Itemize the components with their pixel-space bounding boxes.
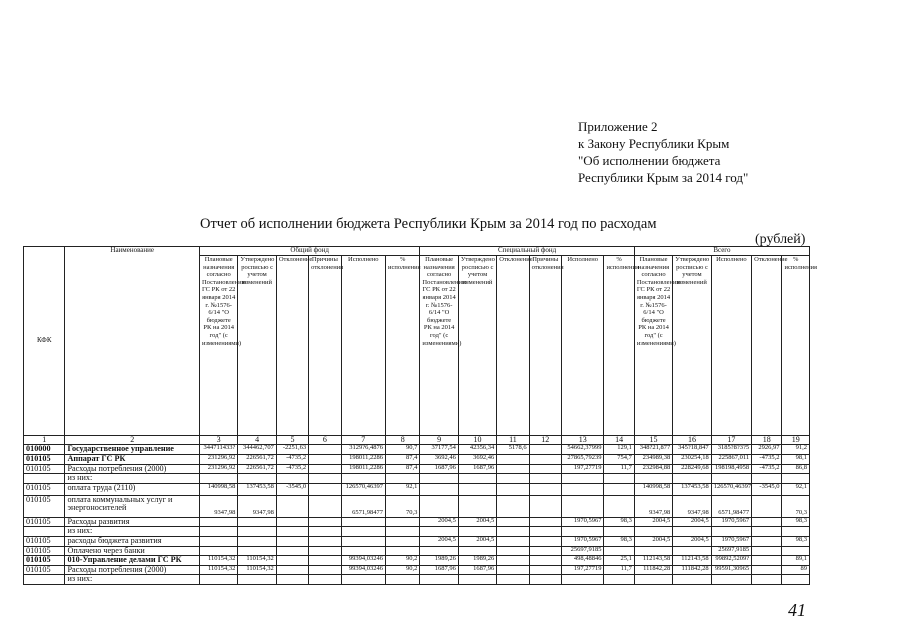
value-cell xyxy=(276,517,308,527)
appendix-line: к Закону Республики Крым xyxy=(578,136,730,151)
value-cell: 126570,46397 xyxy=(711,483,751,495)
value-cell: 140998,58 xyxy=(634,483,672,495)
value-cell xyxy=(529,455,561,465)
column-number: 8 xyxy=(386,436,420,445)
value-cell: 3129?6,4876 xyxy=(341,445,386,455)
value-cell xyxy=(529,474,561,484)
value-cell xyxy=(752,537,782,547)
appendix-line: "Об исполнении бюджета xyxy=(578,153,721,168)
value-cell: 2004,5 xyxy=(420,537,458,547)
value-cell xyxy=(309,556,341,566)
value-cell: 137453,58 xyxy=(673,483,711,495)
name-cell: из них: xyxy=(65,474,200,484)
value-cell xyxy=(752,474,782,484)
column-number: 12 xyxy=(529,436,561,445)
value-cell: 112143,58 xyxy=(634,556,672,566)
value-cell: 348?21,877 xyxy=(634,445,672,455)
value-cell xyxy=(309,537,341,547)
value-cell xyxy=(276,556,308,566)
name-cell: 010-Управление делами ГС РК xyxy=(65,556,200,566)
value-cell xyxy=(309,517,341,527)
value-cell: 2926,97 xyxy=(752,445,782,455)
header-gf-pct: % исполнения xyxy=(386,256,420,436)
value-cell xyxy=(386,527,420,537)
value-cell: 1970,5967 xyxy=(711,517,751,527)
table-row xyxy=(24,517,810,527)
value-cell: 5178,6 xyxy=(497,445,529,455)
value-cell: 70,3 xyxy=(782,495,810,517)
value-cell xyxy=(420,483,458,495)
value-cell: 25697,9185 xyxy=(711,546,751,556)
value-cell: 230254,18 xyxy=(673,455,711,465)
value-cell: -3545,0 xyxy=(276,483,308,495)
kfk-cell: 010105 xyxy=(24,556,65,566)
value-cell: 234989,38 xyxy=(634,455,672,465)
value-cell: 89,1 xyxy=(782,556,810,566)
value-cell xyxy=(420,575,458,585)
value-cell: 2004,5 xyxy=(673,517,711,527)
value-cell xyxy=(561,483,603,495)
value-cell: 225867,011 xyxy=(711,455,751,465)
column-number: 14 xyxy=(604,436,634,445)
column-number: 4 xyxy=(238,436,276,445)
value-cell xyxy=(529,556,561,566)
value-cell xyxy=(309,445,341,455)
value-cell xyxy=(341,517,386,527)
value-cell xyxy=(309,546,341,556)
value-cell xyxy=(497,464,529,474)
table-row xyxy=(24,483,810,495)
value-cell xyxy=(634,575,672,585)
table-row xyxy=(24,495,810,517)
value-cell: -4735,2 xyxy=(752,455,782,465)
value-cell: 344462,707 xyxy=(238,445,276,455)
kfk-cell xyxy=(24,474,65,484)
header-sf-approved: Утвержденo росписью с учетом изменений xyxy=(458,256,496,436)
value-cell xyxy=(458,575,496,585)
header-gf-approved: Утвержденo росписью с учетом изменений xyxy=(238,256,276,436)
header-tot-deviation: Отклонение xyxy=(752,256,782,436)
value-cell: 137453,58 xyxy=(238,483,276,495)
header-name: Наименование xyxy=(65,247,200,436)
value-cell xyxy=(309,527,341,537)
value-cell xyxy=(529,546,561,556)
value-cell xyxy=(561,474,603,484)
value-cell xyxy=(497,483,529,495)
name-cell: оплата коммунальных услуг и энергоносителей xyxy=(65,495,200,517)
value-cell xyxy=(604,495,634,517)
value-cell xyxy=(199,517,237,527)
kfk-cell xyxy=(24,575,65,585)
table-row xyxy=(24,575,810,585)
value-cell xyxy=(529,464,561,474)
value-cell: 90,2 xyxy=(386,556,420,566)
value-cell: 197,27719 xyxy=(561,464,603,474)
value-cell xyxy=(752,495,782,517)
table-row xyxy=(24,556,810,566)
value-cell: 2004,5 xyxy=(458,517,496,527)
kfk-cell: 010105 xyxy=(24,464,65,474)
column-number: 5 xyxy=(276,436,308,445)
value-cell xyxy=(386,575,420,585)
value-cell: 2004,5 xyxy=(634,537,672,547)
value-cell xyxy=(341,537,386,547)
value-cell: 90,2 xyxy=(386,565,420,575)
column-number: 9 xyxy=(420,436,458,445)
value-cell: 198011,2286 xyxy=(341,455,386,465)
column-number: 13 xyxy=(561,436,603,445)
column-number: 2 xyxy=(65,436,200,445)
name-cell: Аппарат ГС РК xyxy=(65,455,200,465)
value-cell: 1970,5967 xyxy=(561,517,603,527)
value-cell: 9347,98 xyxy=(199,495,237,517)
value-cell xyxy=(458,474,496,484)
value-cell: 231296,92 xyxy=(199,455,237,465)
header-gf-executed: Исполнено xyxy=(341,256,386,436)
value-cell: 754,7 xyxy=(604,455,634,465)
value-cell: 86,8 xyxy=(782,464,810,474)
value-cell: 231296,92 xyxy=(199,464,237,474)
value-cell: 99394,03246 xyxy=(341,556,386,566)
value-cell xyxy=(752,517,782,527)
value-cell: 2004,5 xyxy=(673,537,711,547)
value-cell xyxy=(497,517,529,527)
value-cell: 9347,98 xyxy=(238,495,276,517)
value-cell xyxy=(529,527,561,537)
name-cell: Расходы потребления (2000) xyxy=(65,464,200,474)
table-row xyxy=(24,474,810,484)
value-cell xyxy=(561,495,603,517)
value-cell: 126570,46397 xyxy=(341,483,386,495)
value-cell xyxy=(386,517,420,527)
value-cell: 226561,72 xyxy=(238,464,276,474)
value-cell: 99892,5209? xyxy=(711,556,751,566)
value-cell xyxy=(752,546,782,556)
value-cell: 1989,26 xyxy=(458,556,496,566)
column-number: 16 xyxy=(673,436,711,445)
value-cell xyxy=(752,575,782,585)
value-cell xyxy=(561,575,603,585)
header-kfk: КФК xyxy=(24,247,65,436)
value-cell xyxy=(309,565,341,575)
value-cell: 42356,34 xyxy=(458,445,496,455)
value-cell: 99394,03246 xyxy=(341,565,386,575)
column-number: 17 xyxy=(711,436,751,445)
value-cell: 92,1 xyxy=(782,483,810,495)
value-cell: -2251,63 xyxy=(276,445,308,455)
column-number: 3 xyxy=(199,436,237,445)
value-cell xyxy=(276,495,308,517)
header-sf-reasons: Причины отклонения xyxy=(529,256,561,436)
value-cell: 3692,46 xyxy=(458,455,496,465)
value-cell xyxy=(497,455,529,465)
appendix-line: Приложение 2 xyxy=(578,119,658,134)
value-cell: 87,4 xyxy=(386,455,420,465)
value-cell xyxy=(497,546,529,556)
header-total: Всего xyxy=(634,247,809,256)
page-number: 41 xyxy=(788,600,806,620)
column-number: 10 xyxy=(458,436,496,445)
name-cell: из них: xyxy=(65,527,200,537)
value-cell: 92,1 xyxy=(386,483,420,495)
value-cell: 228249,68 xyxy=(673,464,711,474)
name-cell: Государственное управление xyxy=(65,445,200,455)
table-row xyxy=(24,537,810,547)
value-cell xyxy=(604,575,634,585)
value-cell: 198198,4958 xyxy=(711,464,751,474)
value-cell: 87,4 xyxy=(386,464,420,474)
value-cell xyxy=(309,483,341,495)
value-cell xyxy=(497,495,529,517)
value-cell xyxy=(711,474,751,484)
value-cell: 54662,37999 xyxy=(561,445,603,455)
value-cell xyxy=(711,575,751,585)
value-cell xyxy=(604,474,634,484)
value-cell xyxy=(309,464,341,474)
value-cell: 110154,32 xyxy=(199,556,237,566)
kfk-cell: 010105 xyxy=(24,565,65,575)
value-cell: 6571,98477 xyxy=(711,495,751,517)
value-cell xyxy=(529,517,561,527)
kfk-cell: 010000 xyxy=(24,445,65,455)
value-cell xyxy=(276,565,308,575)
value-cell xyxy=(276,575,308,585)
value-cell: 91,2 xyxy=(782,445,810,455)
value-cell: 498,48846 xyxy=(561,556,603,566)
value-cell: 1687,96 xyxy=(458,464,496,474)
value-cell xyxy=(529,537,561,547)
value-cell xyxy=(309,575,341,585)
value-cell xyxy=(752,556,782,566)
value-cell xyxy=(458,483,496,495)
name-cell: Оплачено через банки xyxy=(65,546,200,556)
value-cell: 111842,28 xyxy=(634,565,672,575)
value-cell xyxy=(309,474,341,484)
value-cell: 110154,32 xyxy=(199,565,237,575)
value-cell: 70,3 xyxy=(386,495,420,517)
value-cell xyxy=(634,474,672,484)
value-cell xyxy=(497,537,529,547)
table-row xyxy=(24,455,810,465)
value-cell xyxy=(309,455,341,465)
value-cell xyxy=(238,474,276,484)
value-cell xyxy=(529,575,561,585)
column-number: 15 xyxy=(634,436,672,445)
value-cell xyxy=(341,474,386,484)
table-row xyxy=(24,464,810,474)
value-cell xyxy=(238,575,276,585)
value-cell xyxy=(782,474,810,484)
column-number: 11 xyxy=(497,436,529,445)
value-cell: 11,7 xyxy=(604,464,634,474)
value-cell xyxy=(497,527,529,537)
value-cell: 9347,98 xyxy=(634,495,672,517)
value-cell: 99591,30965 xyxy=(711,565,751,575)
value-cell: 89 xyxy=(782,565,810,575)
value-cell xyxy=(309,495,341,517)
value-cell xyxy=(276,537,308,547)
value-cell xyxy=(386,474,420,484)
header-sf-planned: Плановые назначения согласно Постановлению ГС РК от 22 января 2014 г. №1576-6/14 "О бюджете РК на 2014 год" (с изменениями) xyxy=(420,256,458,436)
header-sf-executed: Исполнено xyxy=(561,256,603,436)
value-cell xyxy=(341,527,386,537)
value-cell: 197,27719 xyxy=(561,565,603,575)
value-cell: 345?18,847 xyxy=(673,445,711,455)
value-cell: 98,3 xyxy=(782,517,810,527)
value-cell: 98,1 xyxy=(782,455,810,465)
kfk-cell: 010105 xyxy=(24,495,65,517)
value-cell: 1687,96 xyxy=(458,565,496,575)
value-cell: 90,7 xyxy=(386,445,420,455)
value-cell xyxy=(529,565,561,575)
column-number: 7 xyxy=(341,436,386,445)
value-cell: 1989,26 xyxy=(420,556,458,566)
value-cell xyxy=(497,556,529,566)
value-cell xyxy=(199,537,237,547)
value-cell: 25,1 xyxy=(604,556,634,566)
value-cell xyxy=(458,495,496,517)
value-cell xyxy=(238,527,276,537)
value-cell: 3692,46 xyxy=(420,455,458,465)
value-cell: 198011,2286 xyxy=(341,464,386,474)
value-cell xyxy=(529,483,561,495)
header-tot-executed: Исполнено xyxy=(711,256,751,436)
kfk-cell: 010105 xyxy=(24,483,65,495)
value-cell: 1687,96 xyxy=(420,565,458,575)
appendix-line: Республики Крым за 2014 год" xyxy=(578,170,749,185)
value-cell xyxy=(497,565,529,575)
value-cell: 2004,5 xyxy=(420,517,458,527)
column-number: 19 xyxy=(782,436,810,445)
table-row xyxy=(24,565,810,575)
value-cell: 1970,5967 xyxy=(561,537,603,547)
value-cell xyxy=(276,546,308,556)
value-cell xyxy=(673,575,711,585)
header-tot-pct: % исполнения xyxy=(782,256,810,436)
value-cell xyxy=(276,527,308,537)
value-cell: -3545,0 xyxy=(752,483,782,495)
header-tot-approved: Утвержденo росписью с учетом изменений xyxy=(673,256,711,436)
value-cell xyxy=(529,445,561,455)
value-cell xyxy=(529,495,561,517)
name-cell: Расходы развития xyxy=(65,517,200,527)
value-cell xyxy=(199,474,237,484)
header-sf-deviation: Отклонение xyxy=(497,256,529,436)
value-cell xyxy=(673,474,711,484)
value-cell: 37177,54 xyxy=(420,445,458,455)
value-cell: -4735,2 xyxy=(276,464,308,474)
value-cell: 1970,5967 xyxy=(711,537,751,547)
value-cell: 232984,88 xyxy=(634,464,672,474)
kfk-cell: 010105 xyxy=(24,537,65,547)
value-cell: 27865,79239 xyxy=(561,455,603,465)
value-cell xyxy=(238,517,276,527)
name-cell: оплата труда (2110) xyxy=(65,483,200,495)
value-cell xyxy=(420,495,458,517)
kfk-cell: 010105 xyxy=(24,546,65,556)
value-cell: 344711433? xyxy=(199,445,237,455)
report-table xyxy=(23,246,818,585)
name-cell: из них: xyxy=(65,575,200,585)
value-cell: 110154,32 xyxy=(238,556,276,566)
value-cell xyxy=(497,575,529,585)
value-cell: 110154,32 xyxy=(238,565,276,575)
column-number: 18 xyxy=(752,436,782,445)
column-number: 6 xyxy=(309,436,341,445)
header-tot-planned: Плановые назначения согласно Постановлению ГС РК от 22 января 2014 г. №1576-6/14 "О бюджете РК на 2014 год" (с изменениями) xyxy=(634,256,672,436)
value-cell xyxy=(341,575,386,585)
header-special-fund: Специальный фонд xyxy=(420,247,634,256)
value-cell: 98,3 xyxy=(782,537,810,547)
value-cell xyxy=(752,565,782,575)
value-cell: 9347,98 xyxy=(673,495,711,517)
kfk-cell: 010105 xyxy=(24,455,65,465)
value-cell: 226561,72 xyxy=(238,455,276,465)
value-cell: 98,3 xyxy=(604,537,634,547)
value-cell: 6571,98477 xyxy=(341,495,386,517)
value-cell: 3185?8?3?5 xyxy=(711,445,751,455)
column-number: 1 xyxy=(24,436,65,445)
value-cell: 98,3 xyxy=(604,517,634,527)
value-cell: 111842,28 xyxy=(673,565,711,575)
value-cell: 129,1 xyxy=(604,445,634,455)
value-cell: 25697,9185 xyxy=(561,546,603,556)
value-cell: 11,7 xyxy=(604,565,634,575)
value-cell xyxy=(386,537,420,547)
value-cell xyxy=(199,527,237,537)
value-cell xyxy=(199,575,237,585)
header-gf-reasons: Причины отклонения xyxy=(309,256,341,436)
table-body xyxy=(24,445,810,585)
value-cell xyxy=(782,575,810,585)
value-cell xyxy=(420,474,458,484)
header-gf-planned: Плановые назначения согласно Постановлению ГС РК от 22 января 2014 г. №1576-6/14 "О бюджете РК на 2014 год" (с изменениями) xyxy=(199,256,237,436)
value-cell: 140998,58 xyxy=(199,483,237,495)
value-cell: -4735,2 xyxy=(276,455,308,465)
appendix-block xyxy=(578,118,748,186)
value-cell xyxy=(752,527,782,537)
value-cell: 1687,96 xyxy=(420,464,458,474)
value-cell: 2004,5 xyxy=(458,537,496,547)
header-sf-pct: % исполнения xyxy=(604,256,634,436)
value-cell xyxy=(238,537,276,547)
header-gf-deviation: Отклонение xyxy=(276,256,308,436)
kfk-cell: 010105 xyxy=(24,517,65,527)
unit-label: (рублей) xyxy=(755,232,806,247)
value-cell xyxy=(604,483,634,495)
value-cell: 2004,5 xyxy=(634,517,672,527)
name-cell: расходы бюджета развития xyxy=(65,537,200,547)
value-cell xyxy=(497,474,529,484)
header-general-fund: Общий фонд xyxy=(199,247,419,256)
value-cell: 112143,58 xyxy=(673,556,711,566)
report-title: Отчет об исполнении бюджета Республики Крым за 2014 год по расходам xyxy=(200,216,657,232)
value-cell xyxy=(276,474,308,484)
name-cell: Расходы потребления (2000) xyxy=(65,565,200,575)
value-cell: -4735,2 xyxy=(752,464,782,474)
